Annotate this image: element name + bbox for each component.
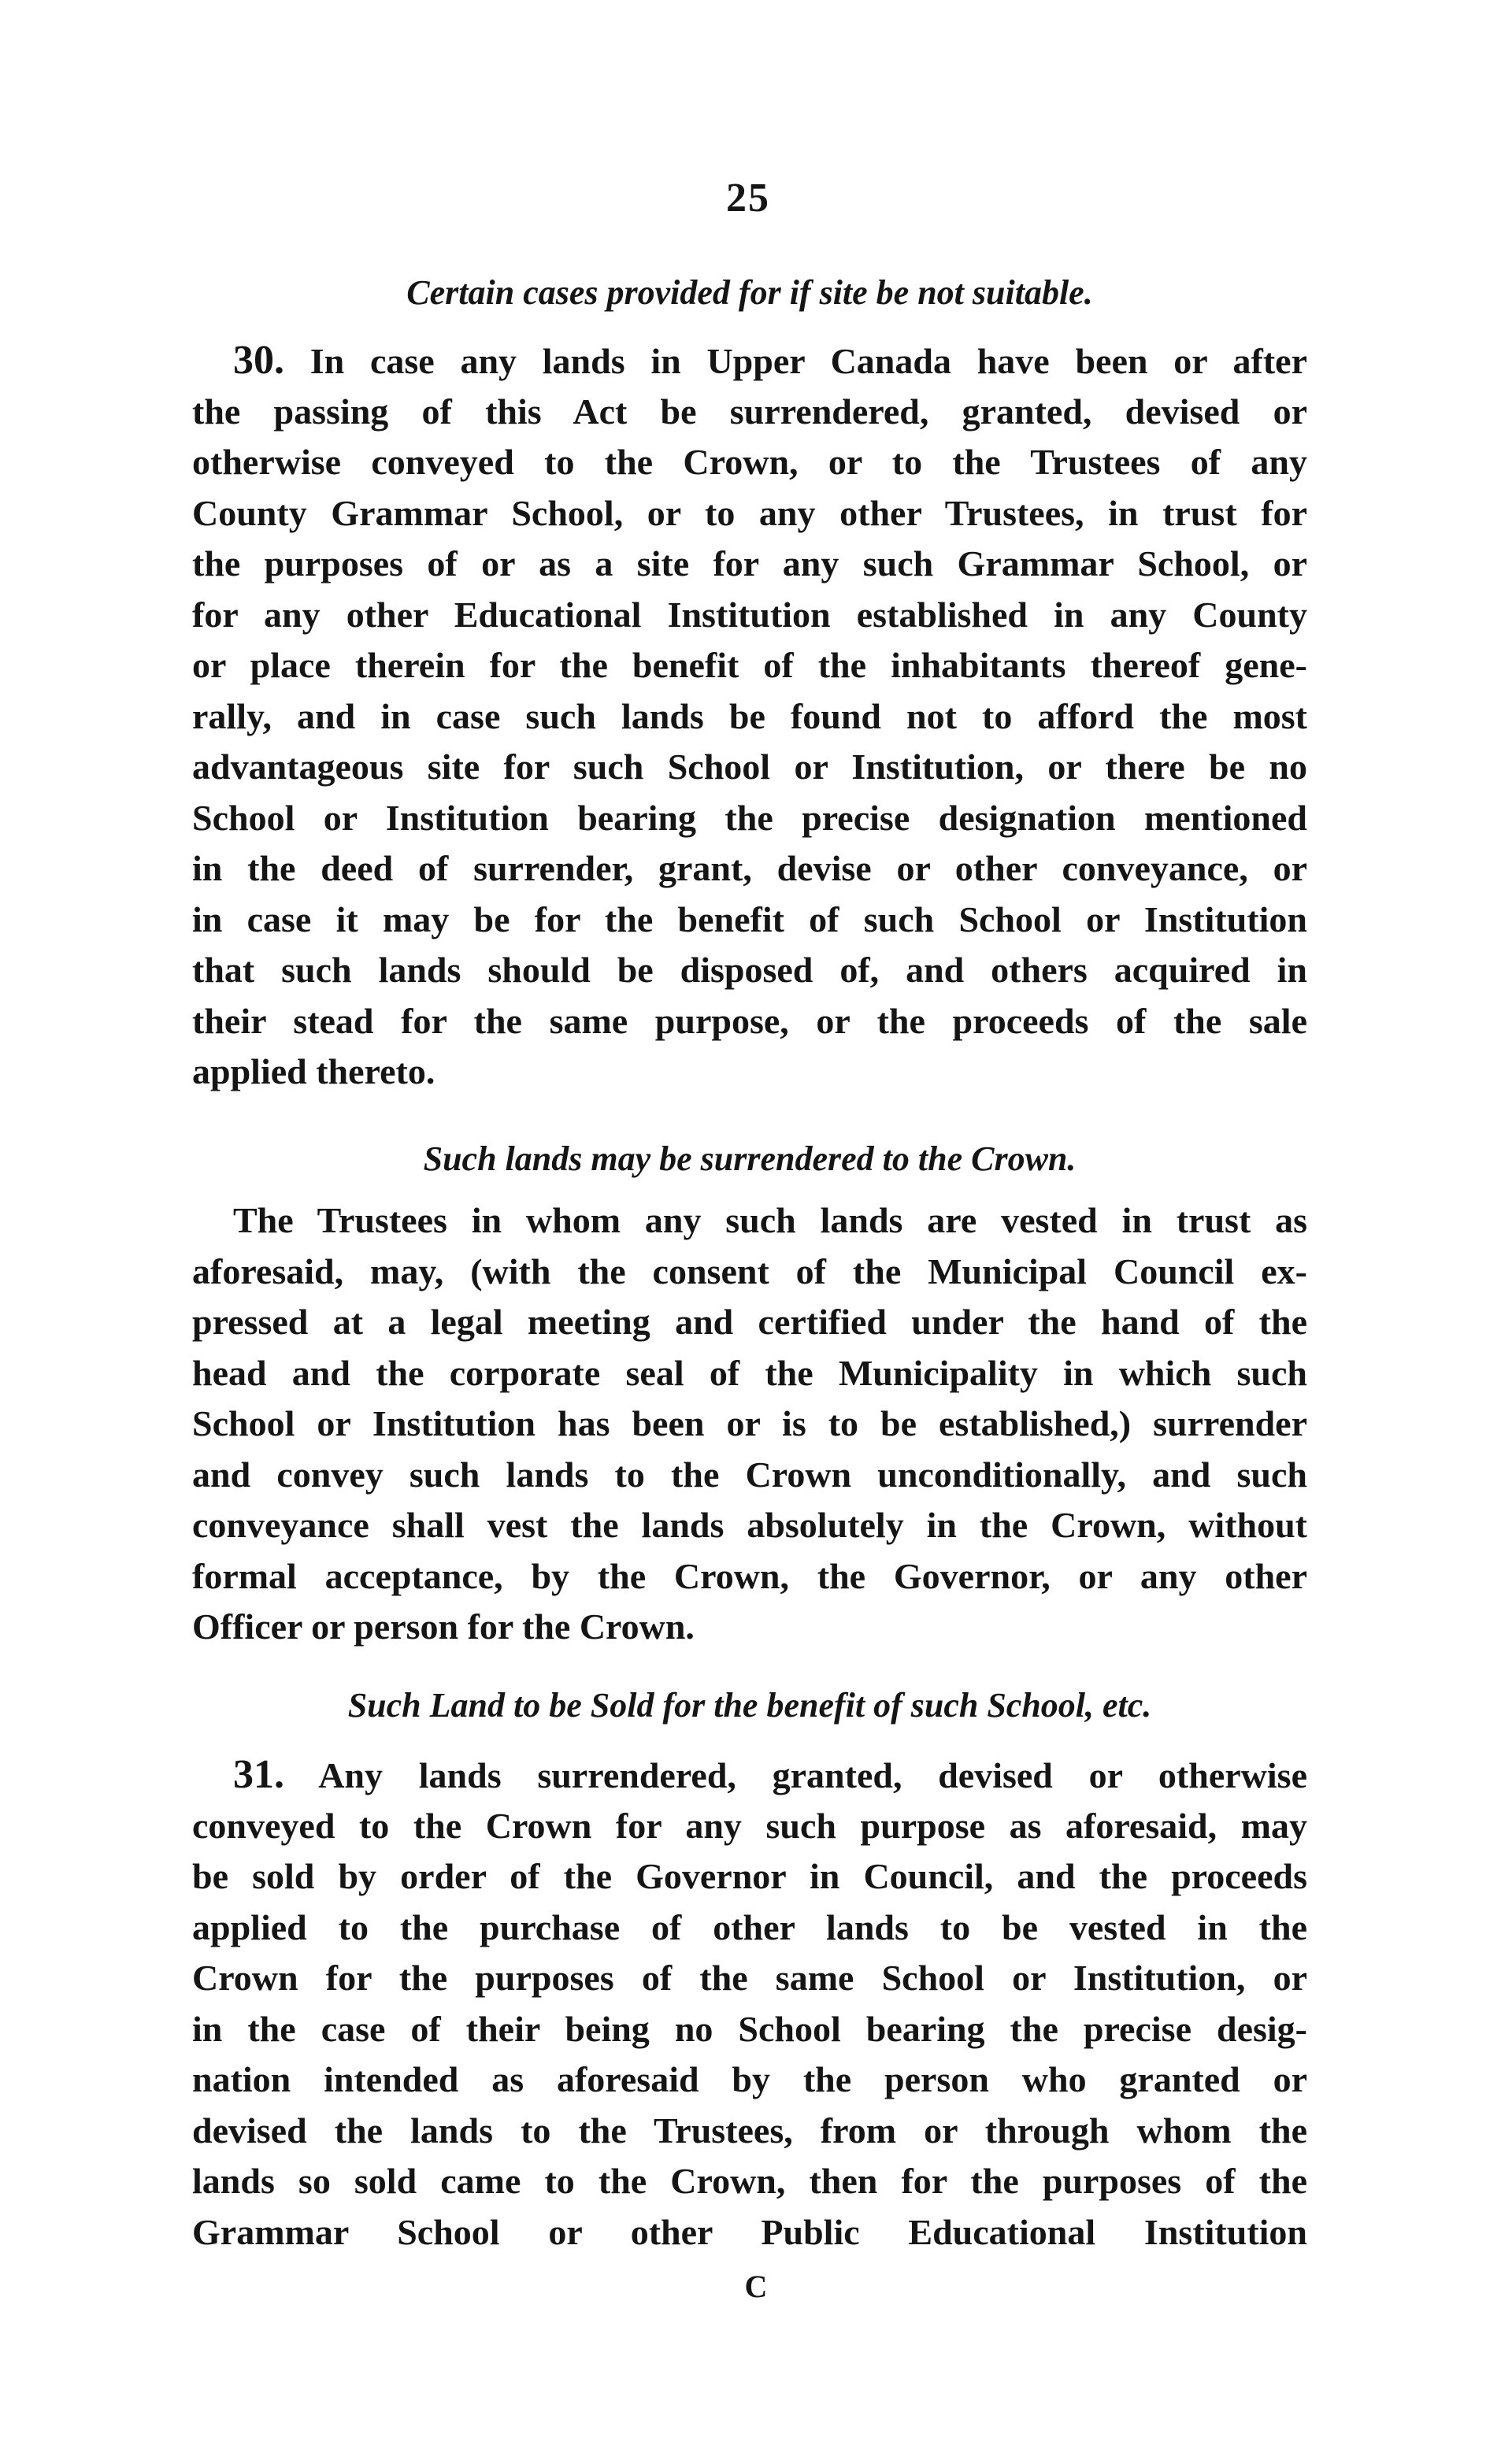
paragraph-line: applied to the purchase of other lands to be vested in the xyxy=(192,1906,1307,1947)
paragraph-line: Grammar School or other Public Educational Institution xyxy=(192,2211,1307,2252)
paragraph-line: formal acceptance, by the Crown, the Governor, or any other xyxy=(192,1555,1307,1596)
paragraph-line: pressed at a legal meeting and certified under the hand of the xyxy=(192,1302,1307,1342)
paragraph-line: head and the corporate seal of the Municipality in which such xyxy=(192,1352,1307,1393)
paragraph-line: the purposes of or as a site for any such Grammar School, or xyxy=(192,543,1307,584)
paragraph-line: conveyed to the Crown for any such purpose as aforesaid, may xyxy=(192,1805,1307,1846)
paragraph-line: the passing of this Act be surrendered, granted, devised or xyxy=(192,391,1307,432)
paragraph-line: Crown for the purposes of the same School or Institution, or xyxy=(192,1958,1307,1998)
paragraph-line: School or Institution bearing the precise designation mentioned xyxy=(192,797,1307,838)
section-number: 30. xyxy=(233,338,284,383)
paragraph-line: and convey such lands to the Crown unconditionally, and such xyxy=(192,1454,1307,1495)
paragraph-line: 30. In case any lands in Upper Canada have been or after xyxy=(233,338,1307,383)
paragraph-line: The Trustees in whom any such lands are vested in trust as xyxy=(233,1200,1307,1240)
paragraph-line: in the case of their being no School bearing the precise desig- xyxy=(192,2008,1307,2049)
surrender-heading: Such lands may be surrendered to the Crown. xyxy=(423,1139,1077,1178)
section-31-heading: Such Land to be Sold for the benefit of such School, etc. xyxy=(347,1686,1152,1725)
paragraph-line: be sold by order of the Governor in Council, and the proceeds xyxy=(192,1856,1307,1896)
paragraph-line: in case it may be for the benefit of such School or Institution xyxy=(192,898,1307,939)
paragraph-line: or place therein for the benefit of the inhabitants thereof gene- xyxy=(192,645,1307,685)
section-number: 31. xyxy=(233,1752,284,1797)
paragraph-line: Officer or person for the Crown. xyxy=(192,1606,695,1647)
paragraph-line: nation intended as aforesaid by the person who granted or xyxy=(192,2059,1307,2099)
paragraph-line: 31. Any lands surrendered, granted, devised or otherwise xyxy=(233,1752,1307,1797)
paragraph-line: applied thereto. xyxy=(192,1051,435,1091)
section-31-paragraph xyxy=(192,1750,1307,2258)
paragraph-line: rally, and in case such lands be found not to afford the most xyxy=(192,695,1307,736)
paragraph-line: otherwise conveyed to the Crown, or to the Trustees of any xyxy=(192,442,1307,482)
signature-mark: C xyxy=(744,2269,768,2304)
paragraph-line: in the deed of surrender, grant, devise or other conveyance, or xyxy=(192,848,1307,888)
paragraph-line: advantageous site for such School or Institution, or there be no xyxy=(192,747,1307,787)
paragraph-line: lands so sold came to the Crown, then for the purposes of the xyxy=(192,2161,1307,2201)
paragraph-line: their stead for the same purpose, or the proceeds of the sale xyxy=(192,1000,1307,1041)
paragraph-line: aforesaid, may, (with the consent of the Municipal Council ex- xyxy=(192,1250,1307,1291)
page-number: 25 xyxy=(726,176,770,220)
paragraph-line: School or Institution has been or is to be established,) surrender xyxy=(192,1403,1307,1443)
paragraph-line: that such lands should be disposed of, and others acquired in xyxy=(192,950,1307,990)
surrender-paragraph xyxy=(192,1195,1307,1653)
paragraph-line: conveyance shall vest the lands absolutely in the Crown, without xyxy=(192,1505,1307,1545)
paragraph-line: County Grammar School, or to any other Trustees, in trust for xyxy=(192,492,1307,533)
paragraph-line: for any other Educational Institution established in any County xyxy=(192,594,1307,635)
section-30-paragraph xyxy=(192,335,1307,1098)
paragraph-line: devised the lands to the Trustees, from or through whom the xyxy=(192,2110,1307,2151)
section-30-heading: Certain cases provided for if site be not suitable. xyxy=(406,273,1093,312)
